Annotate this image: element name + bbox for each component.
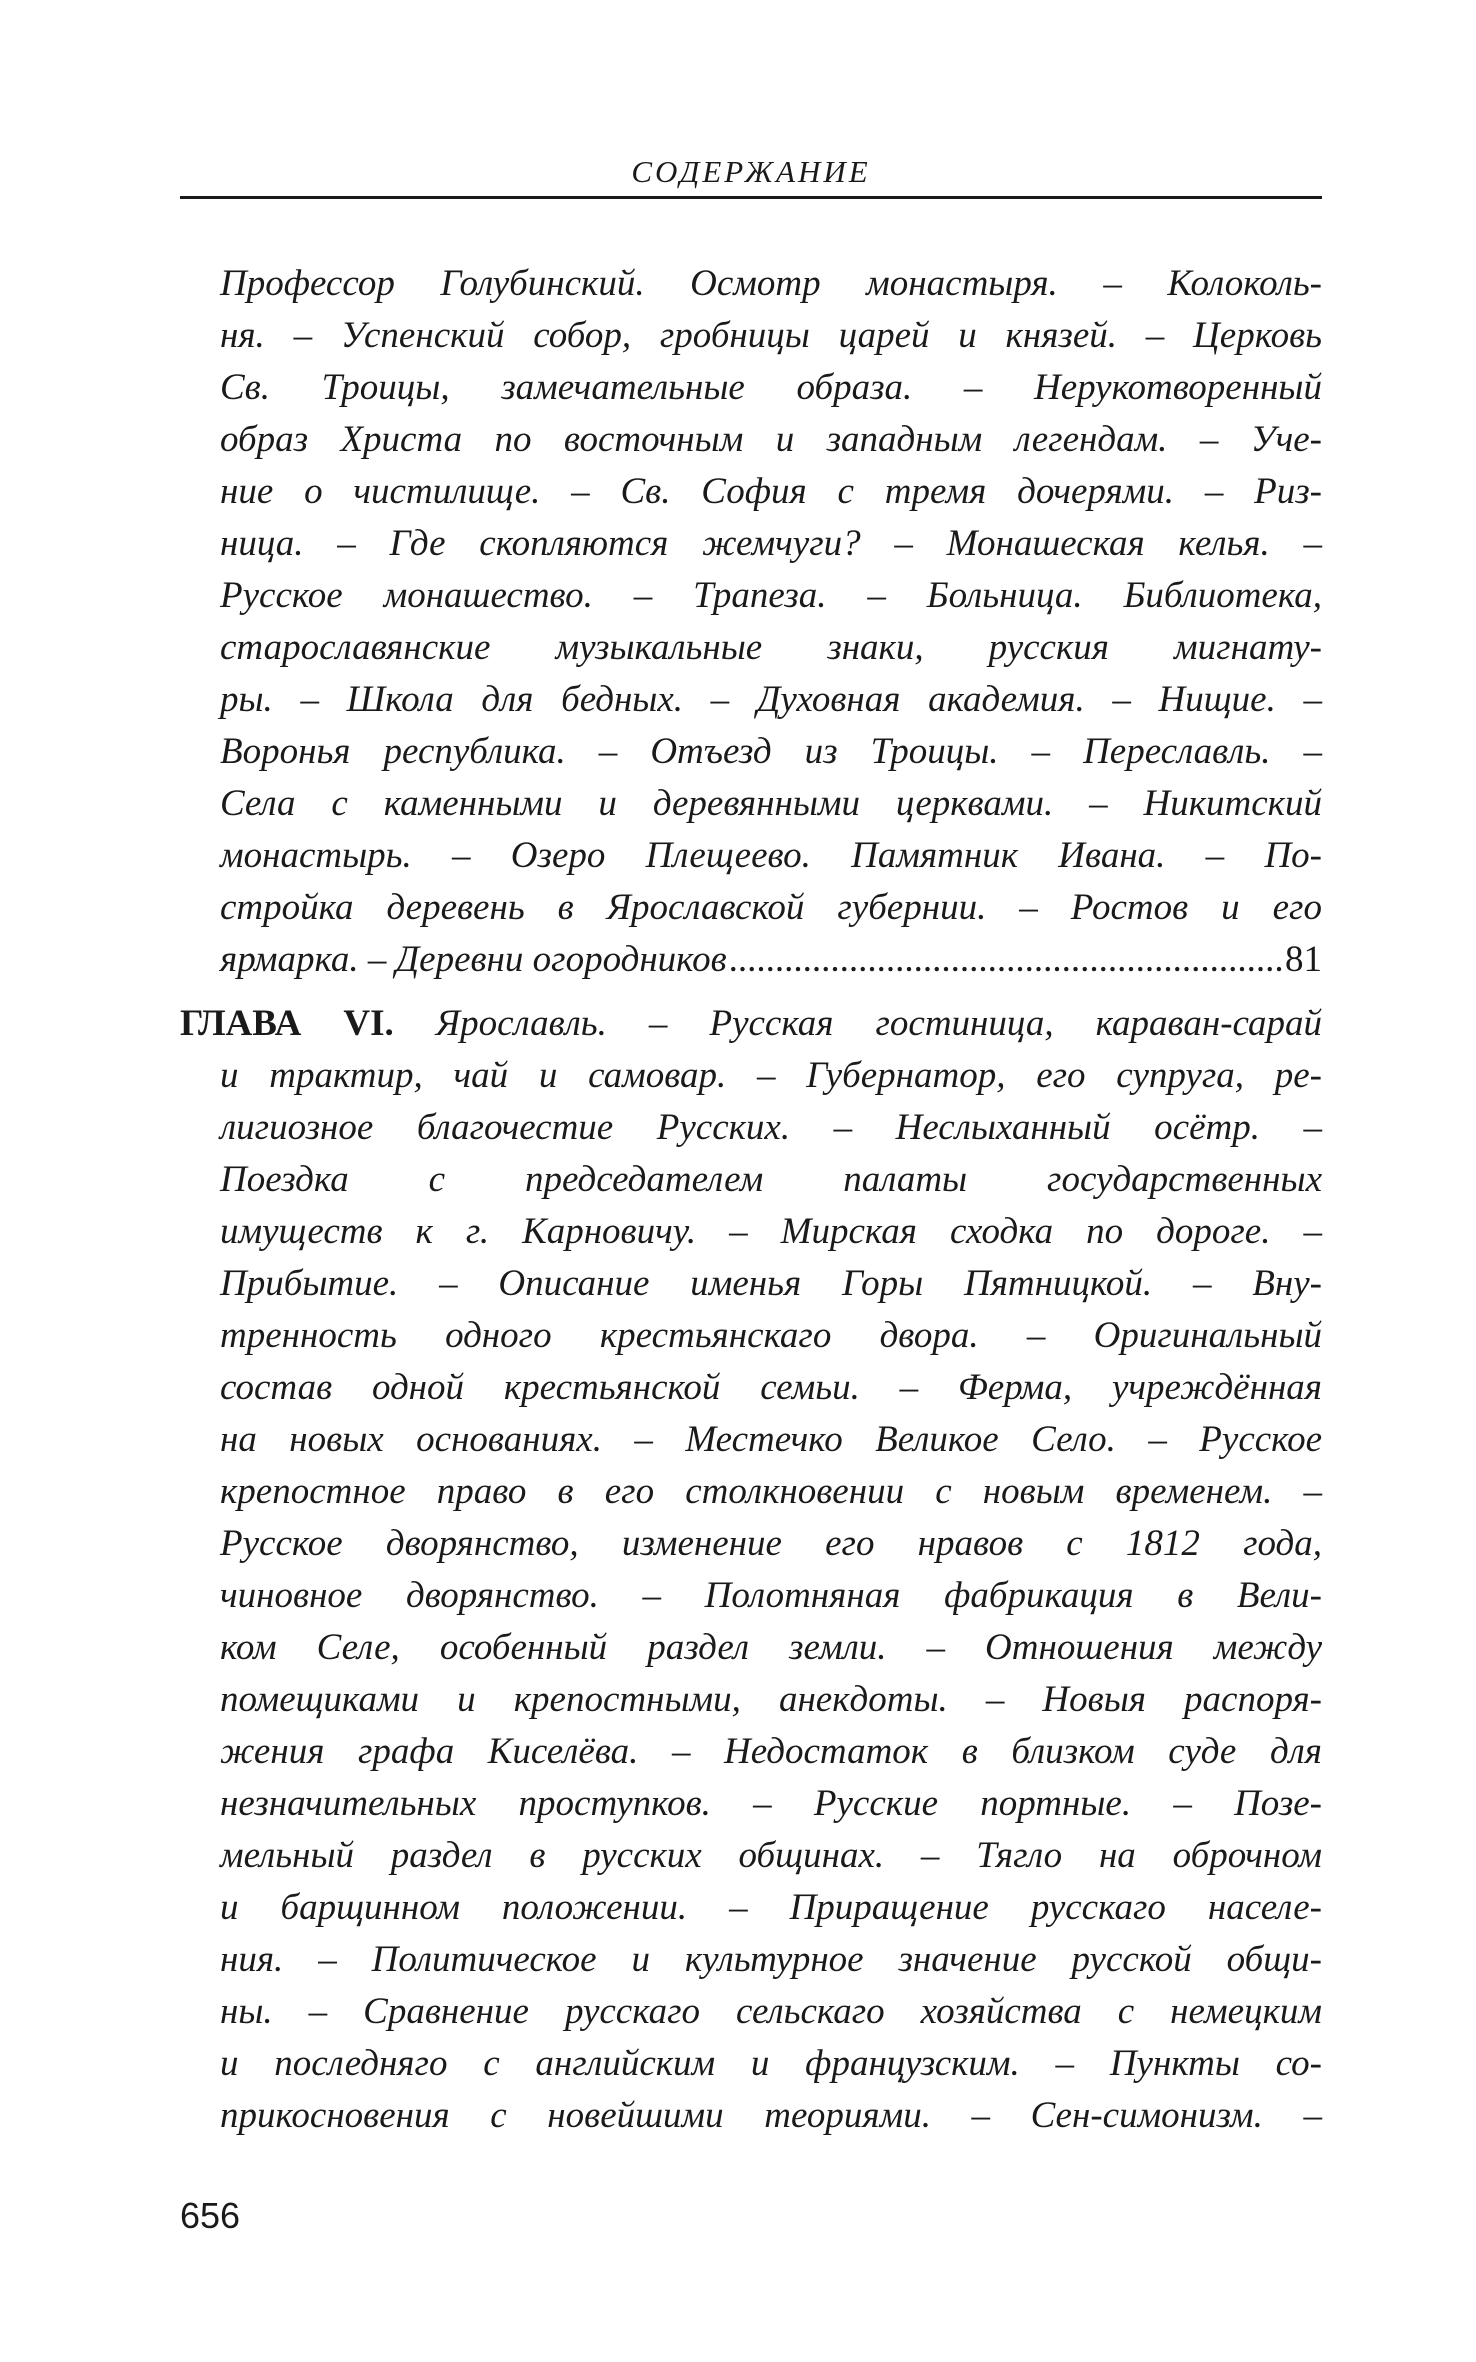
running-head: СОДЕРЖАНИЕ: [631, 154, 871, 189]
toc-line: ком Селе, особенный раздел земли. – Отношения между: [220, 1627, 1322, 1668]
chapter-first-line: [180, 998, 1322, 1050]
toc-line: Прибытие. – Описание именья Горы Пятницкой. – Вну-: [220, 1263, 1322, 1304]
toc-leader-line: [180, 934, 1322, 986]
toc-line: старославянские музыкальные знаки, русския мигнату-: [220, 627, 1322, 668]
toc-line: лигиозное благочестие Русских. – Неслыханный осётр. –: [220, 1107, 1322, 1148]
chapter-label: ГЛАВА VI.: [180, 1003, 394, 1044]
toc-line: прикосновения с новейшими теориями. – Сен-симонизм. –: [220, 2095, 1322, 2136]
header-rule: [180, 196, 1322, 199]
toc-line: и трактир, чай и самовар. – Губернатор, его супруга, ре-: [220, 1055, 1322, 1096]
toc-line: Села с каменными и деревянными церквами. – Никитский: [220, 783, 1322, 824]
toc-line: жения графа Киселёва. – Недостаток в близком суде для: [220, 1731, 1322, 1772]
toc-line: помещиками и крепостными, анекдоты. – Новыя распоря-: [220, 1679, 1322, 1720]
toc-line: образ Христа по восточным и западным легендам. – Уче-: [220, 419, 1322, 460]
toc-line: ны. – Сравнение русскаго сельскаго хозяйства с немецким: [220, 1991, 1322, 2032]
toc-line: Воронья республика. – Отъезд из Троицы. – Переславль. –: [220, 731, 1322, 772]
toc-entry-chapter-vi: [180, 998, 1322, 2142]
page-number: 656: [180, 2195, 241, 2236]
toc-line: ня. – Успенский собор, гробницы царей и князей. – Церковь: [220, 315, 1322, 356]
toc-line: Русское дворянство, изменение его нравов с 1812 года,: [220, 1523, 1322, 1564]
dot-leader: [729, 934, 1283, 986]
toc-line: чиновное дворянство. – Полотняная фабрикация в Вели-: [220, 1575, 1322, 1616]
page-number-ref: 81: [1285, 939, 1322, 980]
toc-line: Св. Троицы, замечательные образа. – Нерукотворенный: [220, 367, 1322, 408]
chapter-first-line-text: Ярославль. – Русская гостиница, караван-сарай: [435, 1003, 1322, 1044]
toc-line: на новых основаниях. – Местечко Великое Село. – Русское: [220, 1419, 1322, 1460]
toc-line: ры. – Школа для бедных. – Духовная академия. – Нищие. –: [220, 679, 1322, 720]
toc-line-last: ярмарка. – Деревни огородников: [220, 939, 727, 980]
toc-entry-continued: [180, 258, 1322, 986]
toc-line: тренность одного крестьянскаго двора. – Оригинальный: [220, 1315, 1322, 1356]
toc-line: ния. – Политическое и культурное значение русской общи-: [220, 1939, 1322, 1980]
toc-line: незначительных проступков. – Русские портные. – Позе-: [220, 1783, 1322, 1824]
toc-line: стройка деревень в Ярославской губернии. – Ростов и его: [220, 887, 1322, 928]
toc-line: ние о чистилище. – Св. София с тремя дочерями. – Риз-: [220, 471, 1322, 512]
toc-line: Профессор Голубинский. Осмотр монастыря. – Колоколь-: [220, 263, 1322, 304]
toc-line: монастырь. – Озеро Плещеево. Памятник Ивана. – По-: [220, 835, 1322, 876]
toc-line: ница. – Где скопляются жемчуги? – Монашеская келья. –: [220, 523, 1322, 564]
toc-line: имуществ к г. Карновичу. – Мирская сходка по дороге. –: [220, 1211, 1322, 1252]
toc-line: Русское монашество. – Трапеза. – Больница. Библиотека,: [220, 575, 1322, 616]
toc-line: мельный раздел в русских общинах. – Тягло на оброчном: [220, 1835, 1322, 1876]
toc-line: крепостное право в его столкновении с новым временем. –: [220, 1471, 1322, 1512]
toc-line: и последняго с английским и французским. – Пункты со-: [220, 2043, 1322, 2084]
toc-line: состав одной крестьянской семьи. – Ферма, учреждённая: [220, 1367, 1322, 1408]
toc-line: и барщинном положении. – Приращение русскаго населе-: [220, 1887, 1322, 1928]
toc-line: Поездка с председателем палаты государственных: [220, 1159, 1322, 1200]
